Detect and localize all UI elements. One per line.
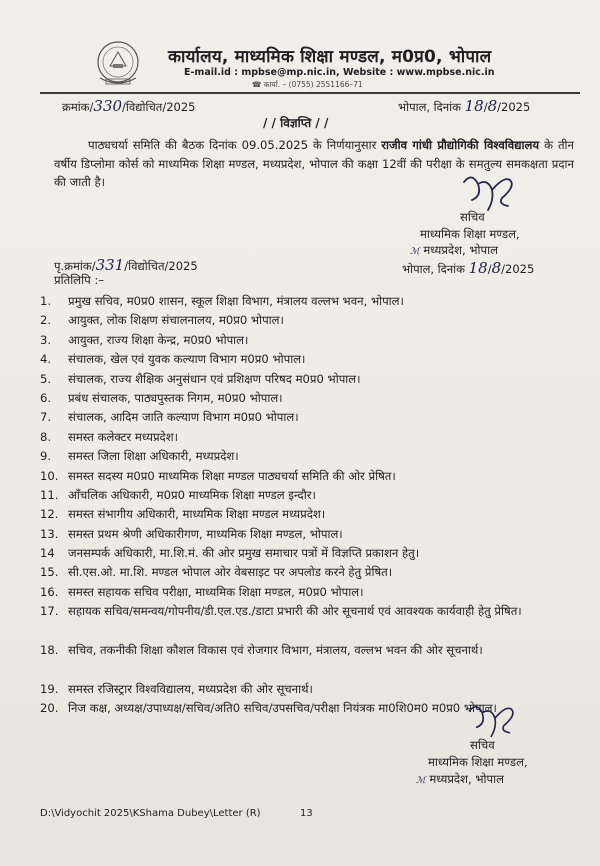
phone-number: (0755) 2551166–71	[288, 80, 363, 89]
handwritten-signature-icon	[462, 700, 526, 740]
list-item: 6. प्रबंध संचालक, पाठ्यपुस्तक निगम, म0प्र0 भोपाल।	[40, 390, 283, 405]
list-item: 2. आयुक्त, लोक शिक्षण संचालनालय, म0प्र0 भोपाल।	[40, 313, 284, 328]
recipient-list	[40, 292, 580, 738]
list-item: 18. सचिव, तकनीकी शिक्षा कौशल विकास एवं रोजगार विभाग, मंत्रालय, वल्लभ भवन की ओर सूचनार्थ।	[40, 643, 483, 658]
notice-body: पाठ्यचर्या समिति की बैठक दिनांक 09.05.2025 के निर्णयानुसार राजीव गांधी प्रौद्योगिकी विश्वविद्यालय के तीन वर्षीय डिप्लोमा कोर्स को माध्यमिक शिक्षा मण्डल, मध्यप्रदेश, भोपाल की कक्षा 12वीं की परीक्षा के समतुल्य समकक्षता प्रदान की जाती है।	[54, 138, 574, 189]
signatory-org: माध्यमिक शिक्षा मण्डल,	[428, 755, 528, 769]
file-path: D:\Vidyochit 2025\KShama Dubey\Letter (R)	[40, 808, 261, 819]
list-item: 13. समस्त प्रथम श्रेणी अधिकारीगण, माध्यमिक शिक्षा मण्डल, भोपाल।	[40, 526, 343, 541]
handwritten-signature-icon	[458, 170, 524, 214]
phone-label: कार्या. –	[263, 80, 287, 89]
telephone-icon: ☎	[252, 80, 262, 89]
website-address[interactable]: www.mpbse.nic.in	[396, 67, 495, 78]
list-item: 20. निज कक्ष, अध्यक्ष/उपाध्यक्ष/सचिव/अति0 सचिव/उपसचिव/परीक्षा नियंत्रक मा0शि0म0 म0प्र0 भोपाल।	[40, 701, 497, 716]
letter-ref-number: क्रमांक/330/विद्योचित/2025	[62, 97, 196, 115]
signatory-place: ℳ मध्यप्रदेश, भोपाल	[410, 243, 498, 257]
initials-icon: ℳ	[410, 247, 420, 257]
list-item: 9. समस्त जिला शिक्षा अधिकारी, मध्यप्रदेश।	[40, 449, 239, 464]
list-item: 3. आयुक्त, राज्य शिक्षा केन्द्र, म0प्र0 भोपाल।	[40, 332, 249, 347]
list-item: 4. संचालक, खेल एवं युवक कल्याण विभाग म0प्र0 भोपाल।	[40, 352, 306, 367]
list-item: 8. समस्त कलेक्टर मध्यप्रदेश।	[40, 429, 178, 444]
header-divider	[40, 92, 580, 94]
mpbse-emblem-icon	[92, 38, 144, 90]
email-label: E-mail.id	[184, 67, 231, 78]
list-item: 1. प्रमुख सचिव, म0प्र0 शासन, स्कूल शिक्षा विभाग, मंत्रालय वल्लभ भवन, भोपाल।	[40, 294, 404, 308]
list-item: 17. सहायक सचिव/समन्वय/गोपनीय/डी.एल.एड./डाटा प्रभारी की ओर सूचनार्थ एवं आवश्यक कार्यवाही हेतु प्रेषित।	[40, 604, 522, 619]
signatory-title: सचिव	[470, 738, 495, 752]
office-name: कार्यालय, माध्यमिक शिक्षा मण्डल, म0प्र0, भोपाल	[168, 47, 492, 67]
letter-date: भोपाल, दिनांक 18/8/2025	[398, 97, 531, 115]
page-number: 13	[300, 808, 313, 819]
endorsement-ref-number: पृ.क्रमांक/331/विद्योचित/2025	[54, 256, 198, 274]
signatory-title: सचिव	[460, 210, 485, 224]
endorsement-date: भोपाल, दिनांक 18/8/2025	[402, 259, 535, 277]
list-item: 19. समस्त रजिस्ट्रार विश्वविद्यालय, मध्यप्रदेश की ओर सूचनार्थ।	[40, 681, 313, 696]
list-item: 16. समस्त सहायक सचिव परीक्षा, माध्यमिक शिक्षा मण्डल, म0प्र0 भोपाल।	[40, 584, 364, 599]
website-label: Website	[342, 67, 387, 78]
signatory-org: माध्यमिक शिक्षा मण्डल,	[420, 227, 520, 241]
copy-to-heading: प्रतिलिपि :–	[54, 273, 105, 287]
list-item: 15. सी.एस.ओ. मा.शि. मण्डल भोपाल ओर वेबसाइट पर अपलोड करने हेतु प्रेषित।	[40, 565, 393, 580]
list-item: 14 जनसम्पर्क अधिकारी, मा.शि.मं. की ओर प्रमुख समाचार पत्रों में विज्ञप्ति प्रकाशन हेतु।	[40, 546, 420, 561]
list-item: 11. आँचलिक अधिकारी, म0प्र0 माध्यमिक शिक्षा मण्डल इन्दौर।	[40, 487, 316, 502]
list-item: 12. समस्त संभागीय अधिकारी, माध्यमिक शिक्षा मण्डल मध्यप्रदेश।	[40, 507, 326, 522]
phone-line	[252, 80, 363, 90]
list-item: 5. संचालक, राज्य शैक्षिक अनुसंधान एवं प्रशिक्षण परिषद म0प्र0 भोपाल।	[40, 371, 361, 386]
notice-title: / / विज्ञप्ति / /	[263, 116, 329, 130]
initials-icon: ℳ	[416, 776, 426, 786]
list-item: 10. समस्त सदस्य म0प्र0 माध्यमिक शिक्षा मण्डल पाठ्यचर्या समिति की ओर प्रेषित।	[40, 468, 396, 483]
email-address[interactable]: mpbse@mp.nic.in	[241, 67, 337, 78]
contact-line: E-mail.id : mpbse@mp.nic.in, Website : www.mpbse.nic.in	[184, 67, 495, 78]
list-item: 7. संचालक, आदिम जाति कल्याण विभाग म0प्र0 भोपाल।	[40, 410, 299, 425]
signatory-place: ℳ मध्यप्रदेश, भोपाल	[416, 772, 504, 786]
